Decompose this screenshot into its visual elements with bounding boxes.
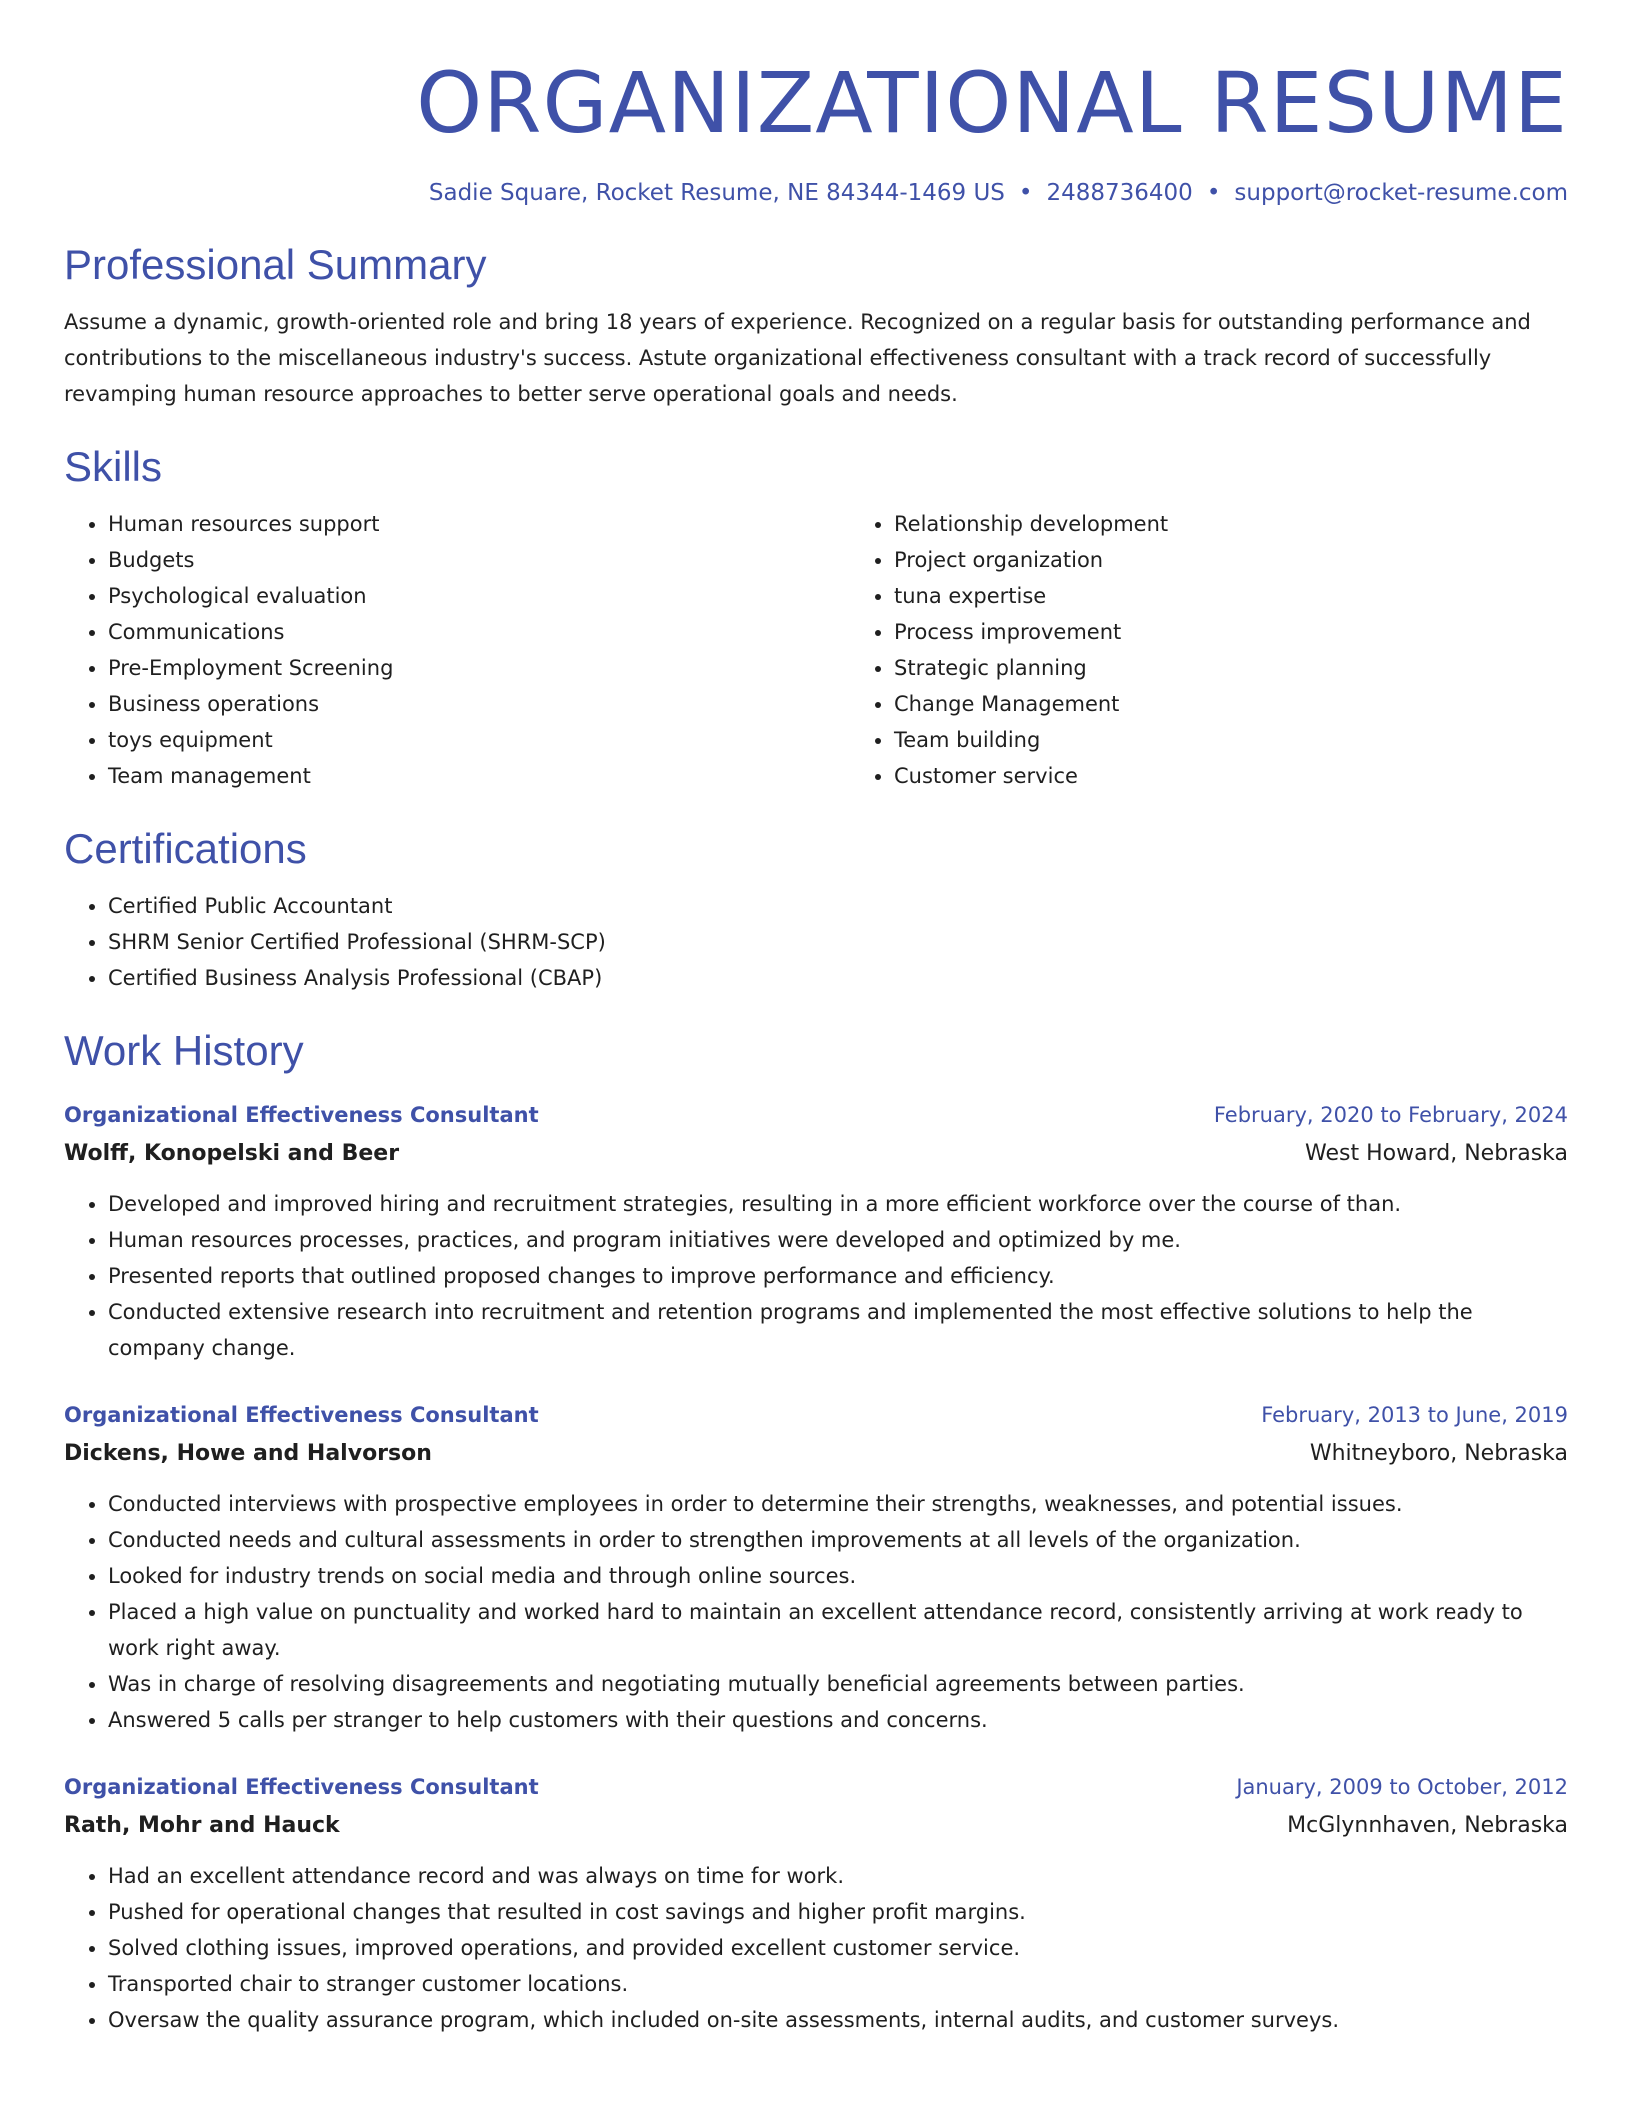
- skill-item: • Project organization: [894, 542, 1568, 578]
- job-entry: [64, 1096, 1568, 1366]
- contact-separator: •: [1206, 180, 1221, 206]
- job-entry: [64, 1768, 1568, 2038]
- job-bullet: • Looked for industry trends on social media and through online sources.: [108, 1558, 1568, 1594]
- job-bullet: • Solved clothing issues, improved operations, and provided excellent customer service.: [108, 1930, 1568, 1966]
- skills-heading: Skills: [64, 443, 163, 490]
- job-title: Organizational Effectiveness Consultant: [64, 1103, 539, 1127]
- summary-heading: Professional Summary: [64, 241, 487, 288]
- job-bullet: • Placed a high value on punctuality and worked hard to maintain an excellent attendance record, consistently arriving at work ready to work right away.: [108, 1594, 1568, 1666]
- summary-text: Assume a dynamic, growth-oriented role and bring 18 years of experience. Recognized on a regular basis for outstanding performance and contributions to the miscellaneous industry's success. Astute organizational effectiveness consultant with a track record of successfully revamping human resource approaches to better serve operational goals and needs.: [64, 310, 1531, 406]
- skills-column-left: [64, 506, 850, 794]
- skill-item: • Human resources support: [108, 506, 850, 542]
- job-title: Organizational Effectiveness Consultant: [64, 1775, 539, 1799]
- skill-item: • Budgets: [108, 542, 850, 578]
- job-location: West Howard, Nebraska: [1305, 1141, 1568, 1166]
- job-company: Dickens, Howe and Halvorson: [64, 1441, 432, 1466]
- job-dates: February, 2020 to February, 2024: [1213, 1103, 1568, 1127]
- skill-item: • Change Management: [894, 686, 1568, 722]
- job-bullet: • Pushed for operational changes that resulted in cost savings and higher profit margins.: [108, 1894, 1568, 1930]
- job-bullet: • Presented reports that outlined proposed changes to improve performance and efficiency.: [108, 1258, 1568, 1294]
- certification-item: • Certified Public Accountant: [108, 888, 1568, 924]
- skill-item: • tuna expertise: [894, 578, 1568, 614]
- job-subheader: [64, 1134, 1568, 1174]
- job-bullet: • Answered 5 calls per stranger to help customers with their questions and concerns.: [108, 1702, 1568, 1738]
- skill-item: • Strategic planning: [894, 650, 1568, 686]
- skill-item: • Psychological evaluation: [108, 578, 850, 614]
- job-company: Wolff, Konopelski and Beer: [64, 1141, 400, 1166]
- job-bullet: • Had an excellent attendance record and was always on time for work.: [108, 1858, 1568, 1894]
- job-header: [64, 1096, 1568, 1134]
- job-bullet: • Human resources processes, practices, and program initiatives were developed and optimized by me.: [108, 1222, 1568, 1258]
- resume-title: ORGANIZATIONAL RESUME: [416, 54, 1568, 152]
- job-bullet: • Oversaw the quality assurance program, which included on-site assessments, internal audits, and customer surveys.: [108, 2002, 1568, 2038]
- job-subheader: [64, 1434, 1568, 1474]
- skill-item: • Team management: [108, 758, 850, 794]
- contact-separator: •: [1018, 180, 1033, 206]
- certification-item: • SHRM Senior Certified Professional (SHRM-SCP): [108, 924, 1568, 960]
- contact-line: [64, 178, 1568, 208]
- job-bullets: [64, 1486, 1568, 1738]
- job-subheader: [64, 1806, 1568, 1846]
- job-company: Rath, Mohr and Hauck: [64, 1813, 340, 1838]
- contact-email: support@rocket-resume.com: [1234, 180, 1568, 206]
- certifications-heading: Certifications: [64, 825, 307, 872]
- job-bullets: [64, 1186, 1568, 1366]
- job-bullet: • Conducted extensive research into recruitment and retention programs and implemented the most effective solutions to help the company change.: [108, 1294, 1568, 1366]
- job-bullet: • Was in charge of resolving disagreements and negotiating mutually beneficial agreements between parties.: [108, 1666, 1568, 1702]
- work-history-heading: Work History: [64, 1027, 304, 1074]
- skill-item: • Pre-Employment Screening: [108, 650, 850, 686]
- skills-column-right: [850, 506, 1568, 794]
- skill-item: • Business operations: [108, 686, 850, 722]
- job-header: [64, 1768, 1568, 1806]
- job-location: Whitneyboro, Nebraska: [1309, 1441, 1568, 1466]
- skill-item: • Process improvement: [894, 614, 1568, 650]
- job-bullet: • Conducted needs and cultural assessments in order to strengthen improvements at all levels of the organization.: [108, 1522, 1568, 1558]
- contact-phone: 2488736400: [1046, 180, 1193, 206]
- skill-item: • Customer service: [894, 758, 1568, 794]
- job-bullet: • Conducted interviews with prospective employees in order to determine their strengths, weaknesses, and potential issues.: [108, 1486, 1568, 1522]
- contact-address: Sadie Square, Rocket Resume, NE 84344-1469 US: [428, 180, 1005, 206]
- skills-list: [64, 506, 1568, 794]
- job-dates: February, 2013 to June, 2019: [1261, 1403, 1568, 1427]
- skill-item: • Team building: [894, 722, 1568, 758]
- job-bullet: • Transported chair to stranger customer locations.: [108, 1966, 1568, 2002]
- job-header: [64, 1396, 1568, 1434]
- job-location: McGlynnhaven, Nebraska: [1287, 1813, 1568, 1838]
- skill-item: • toys equipment: [108, 722, 850, 758]
- job-bullets: [64, 1858, 1568, 2038]
- certifications-list: [64, 888, 1568, 996]
- skill-item: • Relationship development: [894, 506, 1568, 542]
- job-title: Organizational Effectiveness Consultant: [64, 1403, 539, 1427]
- job-dates: January, 2009 to October, 2012: [1236, 1775, 1568, 1799]
- job-bullet: • Developed and improved hiring and recruitment strategies, resulting in a more efficient workforce over the course of than.: [108, 1186, 1568, 1222]
- certification-item: • Certified Business Analysis Professional (CBAP): [108, 960, 1568, 996]
- job-entry: [64, 1396, 1568, 1738]
- skill-item: • Communications: [108, 614, 850, 650]
